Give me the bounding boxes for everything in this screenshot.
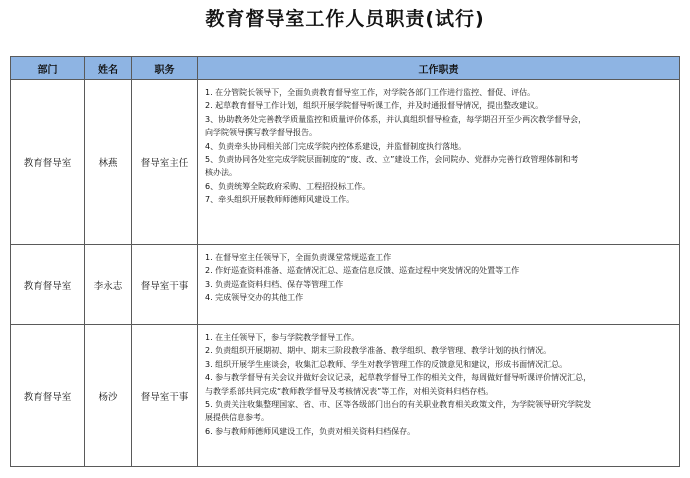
duty-line: 1. 在分管院长领导下，全面负责教育督导室工作，对学院各部门工作进行监控、督促、评估。 bbox=[205, 88, 536, 97]
duty-line: 5. 负责关注收集整理国家、省、市、区等各级部门出台的有关职业教育相关政策文件，为学院领导研究学院发 bbox=[205, 400, 592, 410]
header-duties: 工作职责 bbox=[198, 57, 680, 80]
table-row bbox=[11, 325, 680, 467]
cell-dept: 教育督导室 bbox=[11, 245, 85, 325]
cell-name: 林燕 bbox=[85, 80, 132, 245]
duty-line: 1. 在督导室主任领导下，全面负责课堂常规巡查工作 bbox=[205, 253, 392, 262]
duty-line: 与教学系部共同完成“教师教学督导及考核情况表”等工作，对相关资料归档存档。 bbox=[205, 386, 494, 396]
cell-dept: 教育督导室 bbox=[11, 80, 85, 245]
header-dept: 部门 bbox=[11, 57, 85, 80]
duty-line: 6、负责统筹全院政府采购、工程招投标工作。 bbox=[205, 181, 371, 191]
duty-line: 3、协助教务处完善教学质量监控和质量评价体系，并认真组织督导检查，每学期召开至少两次教学督导会， bbox=[205, 114, 587, 124]
duties-table bbox=[10, 56, 680, 467]
page-title: 教育督导室工作人员职责(试行) bbox=[205, 8, 485, 30]
duty-line: 1. 在主任领导下，参与学院教学督导工作。 bbox=[205, 333, 360, 342]
duty-line: 2. 起草教育督导工作计划，组织开展学院督导听课工作，并及时通报督导情况，提出整改建议。 bbox=[205, 101, 544, 111]
duty-line: 7、牵头组织开展教师师德师风建设工作。 bbox=[205, 195, 355, 205]
cell-position: 督导室主任 bbox=[132, 80, 198, 245]
header-name: 姓名 bbox=[85, 57, 132, 80]
duty-line: 5、负责协同各处室完成学院层面制度的“废、改、立”建设工作，会同院办、党群办完善行政管理体制和考 bbox=[205, 155, 579, 165]
duty-line: 2. 负责组织开展期初、期中、期末三阶段教学准备、教学组织、教学管理、教学计划的执行情况。 bbox=[205, 346, 552, 356]
cell-dept: 教育督导室 bbox=[11, 325, 85, 467]
table-header-row bbox=[11, 57, 680, 80]
cell-duties bbox=[198, 80, 680, 245]
duty-line: 4、负责牵头协同相关部门完成学院内控体系建设，并监督制度执行落地。 bbox=[205, 141, 467, 151]
cell-name: 李永志 bbox=[85, 245, 132, 325]
table-row bbox=[11, 80, 680, 245]
duty-line: 展提供信息参考。 bbox=[205, 413, 269, 423]
duty-line: 3. 负责巡查资料归档、保存等管理工作 bbox=[205, 279, 344, 289]
table-row bbox=[11, 245, 680, 325]
duty-line: 核办法。 bbox=[205, 168, 237, 178]
duty-line: 6. 参与教师师德师风建设工作，负责对相关资料归档保存。 bbox=[205, 426, 416, 436]
cell-position: 督导室干事 bbox=[132, 245, 198, 325]
header-position: 职务 bbox=[132, 57, 198, 80]
cell-duties bbox=[198, 245, 680, 325]
duty-line: 4. 参与教学督导有关会议并做好会议记录，起草教学督导工作的相关文件，每周做好督导听课评价情况汇总， bbox=[205, 373, 592, 383]
duty-line: 2. 作好巡查资料准备、巡查情况汇总、巡查信息反馈、巡查过程中突发情况的处置等工作 bbox=[205, 266, 520, 276]
duty-line: 4. 完成领导交办的其他工作 bbox=[205, 293, 304, 303]
cell-duties bbox=[198, 325, 680, 467]
cell-name: 杨沙 bbox=[85, 325, 132, 467]
duty-line: 向学院领导撰写教学督导报告。 bbox=[205, 128, 317, 138]
cell-position: 督导室干事 bbox=[132, 325, 198, 467]
duty-line: 3. 组织开展学生座谈会，收集汇总教师、学生对教学管理工作的反馈意见和建议，形成书面情况汇总。 bbox=[205, 359, 568, 369]
